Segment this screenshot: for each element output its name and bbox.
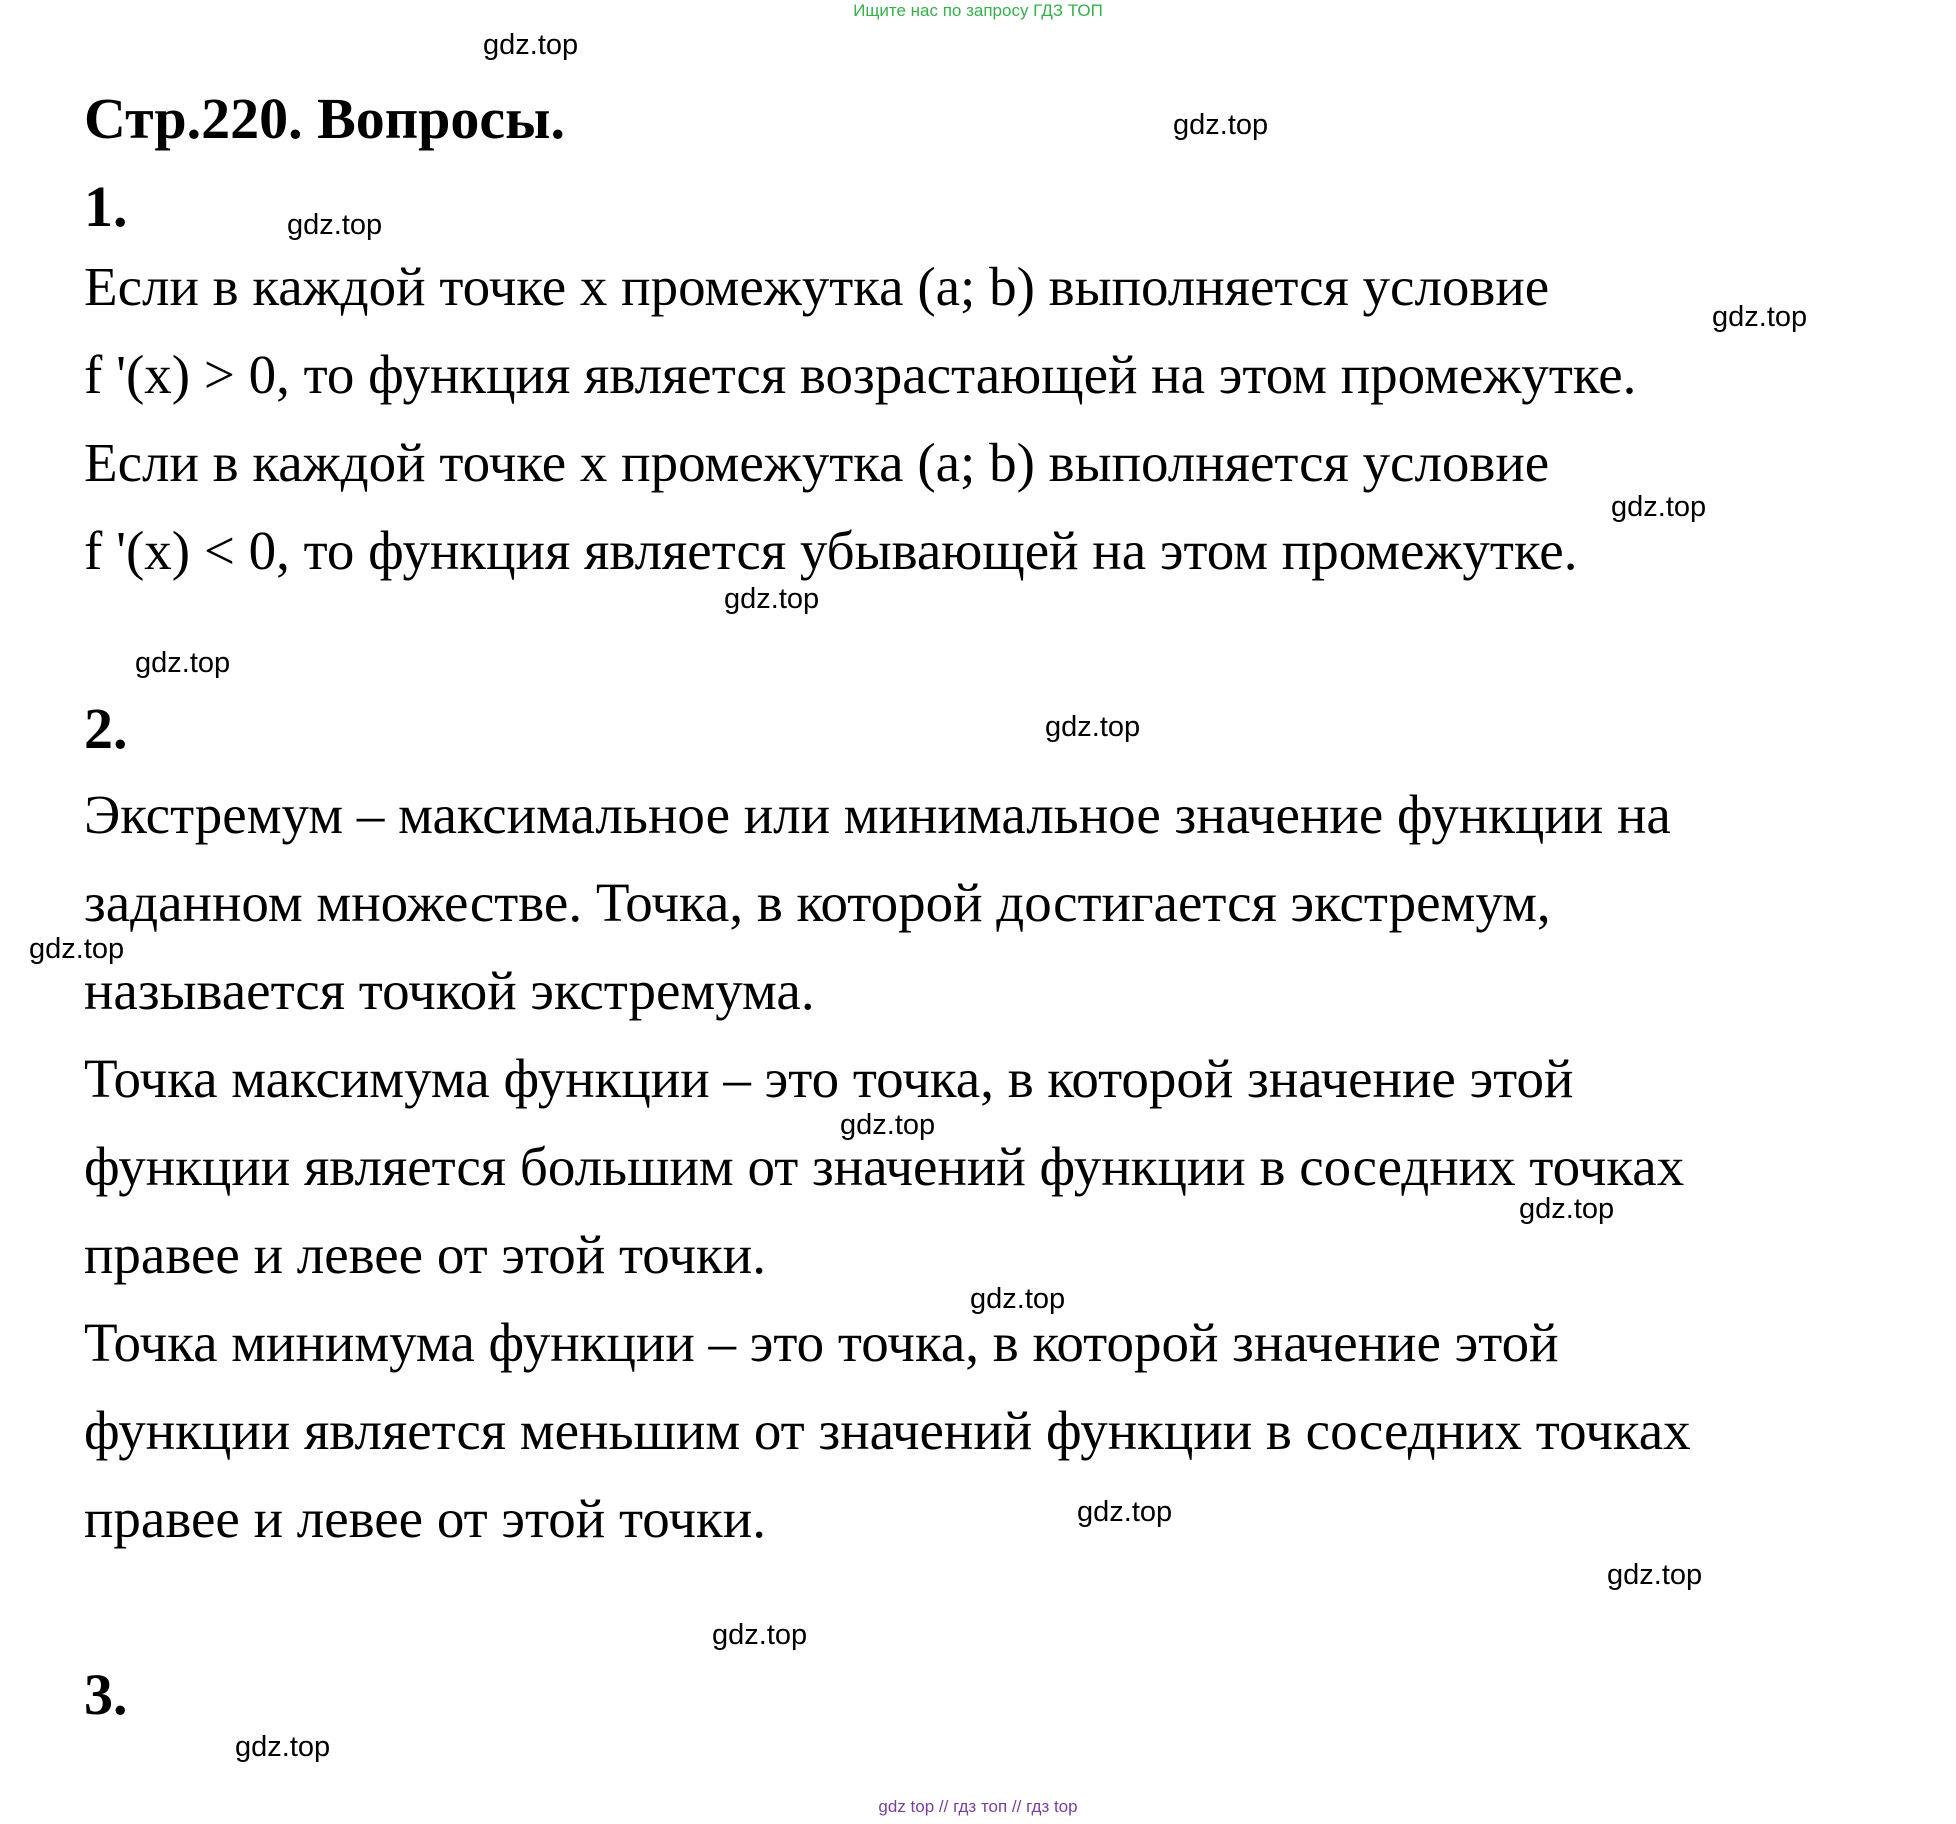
watermark: gdz.top bbox=[712, 1619, 808, 1651]
answer-line: Если в каждой точке x промежутка (a; b) выполняется условие bbox=[84, 256, 1550, 317]
question-number: 2. bbox=[84, 696, 128, 761]
watermark: gdz.top bbox=[1045, 711, 1141, 743]
page-title: Стр.220. Вопросы. bbox=[84, 86, 565, 151]
answer-line: Точка максимума функции – это точка, в которой значение этой bbox=[84, 1048, 1574, 1109]
answer-line: Точка минимума функции – это точка, в которой значение этой bbox=[84, 1312, 1559, 1373]
watermark: gdz.top bbox=[724, 583, 820, 615]
answer-line: заданном множестве. Точка, в которой достигается экстремум, bbox=[84, 872, 1551, 933]
answer-line: функции является большим от значений функции в соседних точках bbox=[84, 1136, 1685, 1197]
answer-line: f '(x) < 0, то функция является убывающей на этом промежутке. bbox=[84, 520, 1578, 581]
question-number: 1. bbox=[84, 174, 128, 239]
watermark: gdz.top bbox=[235, 1731, 331, 1763]
watermark: gdz.top bbox=[1173, 109, 1269, 141]
answer-line: правее и левее от этой точки. bbox=[84, 1488, 766, 1549]
watermark: gdz.top bbox=[840, 1109, 936, 1141]
answer-line: Если в каждой точке x промежутка (a; b) выполняется условие bbox=[84, 432, 1550, 493]
answer-line: Экстремум – максимальное или минимальное значение функции на bbox=[84, 784, 1671, 845]
watermark: gdz.top bbox=[483, 29, 579, 61]
question-number: 3. bbox=[84, 1662, 128, 1727]
watermark: gdz.top bbox=[287, 209, 383, 241]
watermark: gdz.top bbox=[1607, 1559, 1703, 1591]
answer-line: функции является меньшим от значений функции в соседних точках bbox=[84, 1400, 1691, 1461]
top-banner: Ищите нас по запросу ГДЗ ТОП bbox=[853, 1, 1103, 20]
bottom-banner: gdz top // гдз топ // гдз top bbox=[878, 1797, 1078, 1816]
watermark: gdz.top bbox=[29, 933, 125, 965]
watermark: gdz.top bbox=[1611, 491, 1707, 523]
watermark: gdz.top bbox=[970, 1283, 1066, 1315]
answer-line: f '(x) > 0, то функция является возрастающей на этом промежутке. bbox=[84, 344, 1637, 405]
answer-line: называется точкой экстремума. bbox=[84, 960, 815, 1021]
answer-line: правее и левее от этой точки. bbox=[84, 1224, 766, 1285]
watermark: gdz.top bbox=[1077, 1496, 1173, 1528]
watermark: gdz.top bbox=[1712, 301, 1808, 333]
watermark: gdz.top bbox=[135, 647, 231, 679]
watermark: gdz.top bbox=[1519, 1193, 1615, 1225]
